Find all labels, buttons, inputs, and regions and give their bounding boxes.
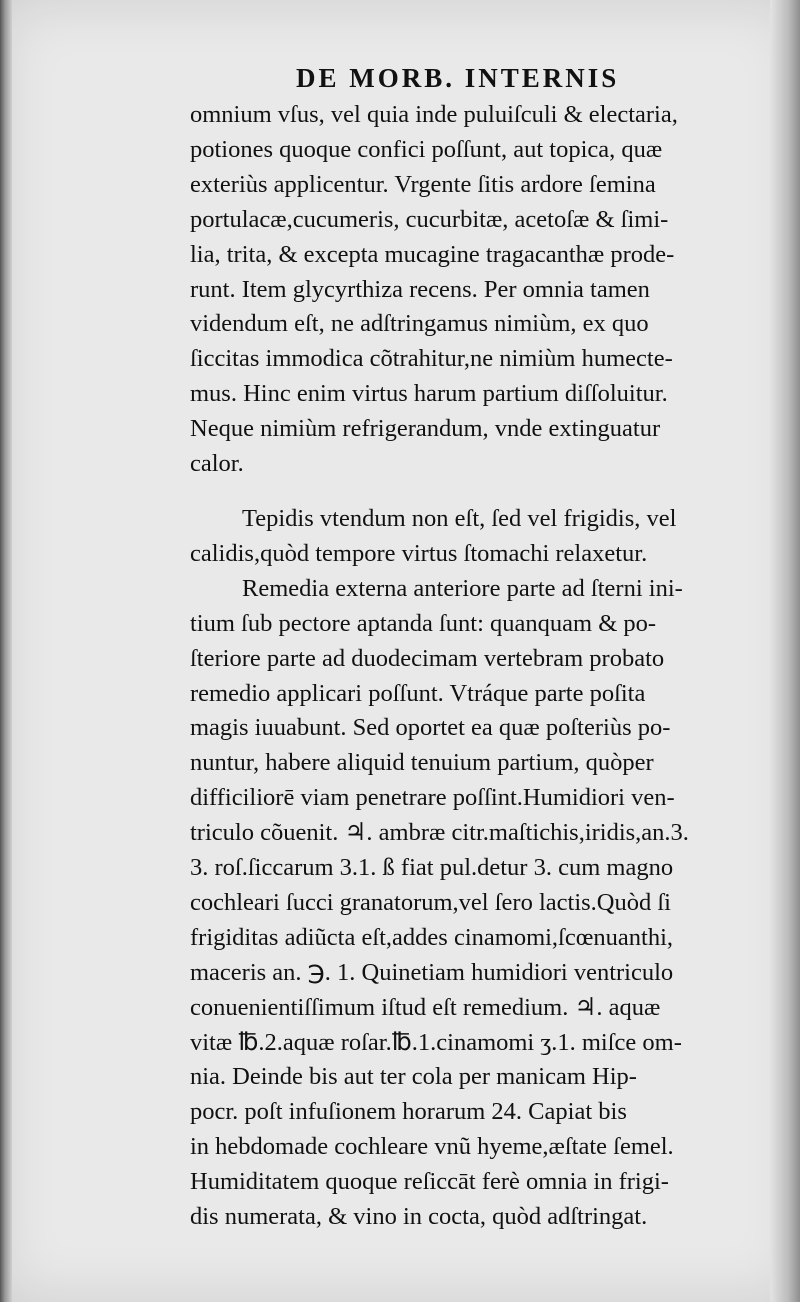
paragraph-start-line: Remedia externa anteriore parte ad ſterni ini- [242,574,683,602]
text-line: Neque nimiùm refrigerandum, vnde extinguatur [190,415,661,443]
text-line: magis iuuabunt. Sed oportet ea quæ poſteriùs po- [190,714,671,742]
text-line: dis numerata, & vino in cocta, quòd adſtringat. [190,1203,648,1231]
text-line: calor. [190,450,244,478]
text-line: lia, trita, & excepta mucagine tragacanthæ prode- [190,240,675,268]
running-header: DE MORB. INTERNIS [296,63,620,93]
text-line: omnium vſus, vel quia inde puluiſculi & electaria, [190,101,678,128]
text-line: remedio applicari poſſunt. Vtráque parte poſita [190,679,646,707]
text-line: exteriùs applicentur. Vrgente ſitis ardore ſemina [190,170,656,198]
text-line: mus. Hinc enim virtus harum partium diſſoluitur. [190,380,668,408]
text-line: videndum eſt, ne adſtringamus nimiùm, ex quo [190,310,649,338]
text-line: maceris an. ℈. 1. Quinetiam humidiori ventriculo [190,958,674,986]
text-line: 3. roſ.ſiccarum 3.1. ß fiat pul.detur 3. cum magno [190,854,674,882]
text-line: nuntur, habere aliquid tenuium partium, quòper [190,749,654,777]
text-line: potiones quoque confici poſſunt, aut topica, quæ [190,135,663,163]
text-line: tium ſub pectore aptanda ſunt: quanquam & po- [190,609,657,637]
body-text [190,98,770,1235]
page-binding-shadow [0,0,12,1302]
text-line: cochleari ſucci granatorum,vel ſero lactis.Quòd ſi [190,888,671,916]
page-edge-shadow [770,0,800,1302]
text-line: portulacæ,cucumeris, cucurbitæ, acetoſæ & ſimi- [190,205,669,233]
text-line: difficiliorē viam penetrare poſſint.Humidiori ven- [190,784,675,812]
paragraph-start-line: Tepidis vtendum non eſt, ſed vel frigidis, vel [242,504,677,532]
text-line: ſteriore parte ad duodecimam vertebram probato [190,644,665,672]
text-line: pocr. poſt infuſionem horarum 24. Capiat bis [190,1098,627,1126]
text-line: in hebdomade cochleare vnũ hyeme,æſtate ſemel. [190,1133,674,1161]
text-line: Humiditatem quoque reſiccāt ferè omnia in frigi- [190,1168,669,1196]
text-line: calidis,quòd tempore virtus ſtomachi relaxetur. [190,539,648,567]
text-line: nia. Deinde bis aut ter cola per manicam Hip- [190,1063,637,1091]
text-line: ſiccitas immodica cõtrahitur,ne nimiùm humecte- [190,345,673,373]
paragraph-gap [190,482,770,502]
text-line: runt. Item glycyrthiza recens. Per omnia tamen [190,275,650,303]
text-line: vitæ ℔.2.aquæ roſar.℔.1.cinamomi ʒ.1. miſce om- [190,1028,682,1056]
text-line: frigiditas adiũcta eſt,addes cinamomi,ſcœnuanthi, [190,923,674,951]
text-line: triculo cõuenit. ♃. ambræ citr.maſtichis,iridis,an.3. [190,819,689,847]
text-line: conuenientiſſimum iſtud eſt remedium. ♃. aquæ [190,993,661,1021]
